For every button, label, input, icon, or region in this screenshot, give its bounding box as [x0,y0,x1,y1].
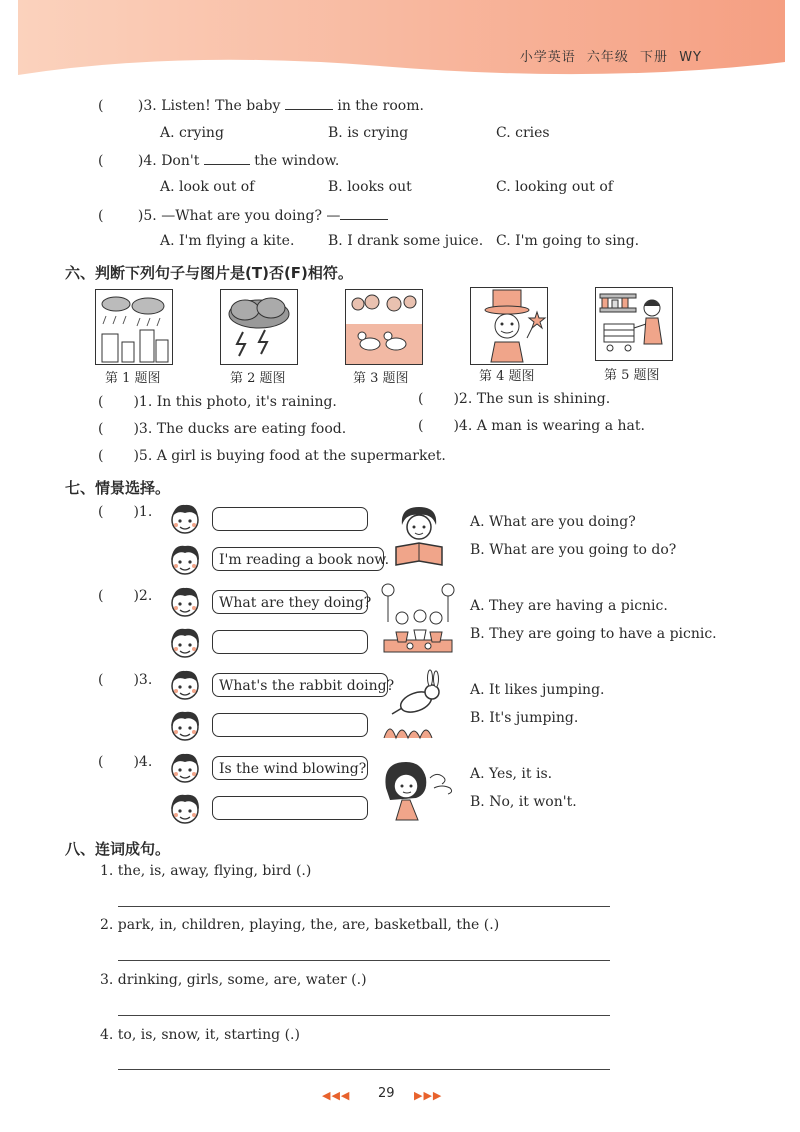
item-number: )2. [133,588,153,604]
girl-face-icon [165,708,205,744]
dialogue-number [98,672,152,688]
question-row [98,97,424,114]
speech-bubble-bottom: I'm reading a book now. [212,547,384,571]
rabbit-jumping-picture [380,668,456,740]
option-a[interactable]: A. look out of [160,179,255,195]
option-b[interactable]: B. What are you going to do? [470,542,677,558]
answer-line[interactable] [118,1015,610,1016]
caption-1: 第 1 题图 [105,371,161,386]
answer-paren[interactable]: ( [98,394,104,410]
option-b[interactable]: B. They are going to have a picnic. [470,626,717,642]
boy-face-icon [165,584,205,620]
option-b[interactable]: B. looks out [328,179,412,195]
question-row [98,152,339,169]
option-a[interactable]: A. It likes jumping. [470,682,605,698]
section-6-title: 六、判断下列句子与图片是(T)否(F)相符。 [65,264,353,282]
dialogue-number [98,754,152,770]
caption-3: 第 3 题图 [353,371,409,386]
boy-face-icon [165,501,205,537]
answer-paren[interactable]: ( [98,672,104,688]
header-volume: 下册 [640,50,669,65]
girl-face-icon [165,791,205,827]
header-band [0,0,800,80]
word-order-prompt: 4. to, is, snow, it, starting (.) [100,1027,300,1043]
option-a[interactable]: A. They are having a picnic. [470,598,668,614]
right-arrows-icon: ▶▶▶ [414,1089,443,1102]
statement-text: )5. A girl is buying food at the supermarket. [133,448,446,464]
statement-text: )1. In this photo, it's raining. [133,394,337,410]
header-grade: 六年级 [586,50,629,65]
fill-blank[interactable] [204,152,250,165]
statement-row [98,421,346,437]
answer-paren[interactable]: ( [98,421,104,437]
answer-paren[interactable]: ( [98,504,104,520]
question-stem: )4. Don't [137,153,200,169]
header-title [520,46,702,65]
option-a[interactable]: A. What are you doing? [470,514,636,530]
header-book: 小学英语 [519,50,576,65]
word-order-prompt: 1. the, is, away, flying, bird (.) [100,863,312,879]
answer-line[interactable] [118,1069,610,1070]
answer-paren[interactable]: ( [98,153,104,169]
option-a[interactable]: A. crying [160,125,224,141]
caption-4: 第 4 题图 [479,369,535,384]
option-b[interactable]: B. I drank some juice. [328,233,484,249]
boy-face-icon [165,750,205,786]
option-b[interactable]: B. is crying [328,125,409,141]
answer-paren[interactable]: ( [98,588,104,604]
statement-text: )2. The sun is shining. [453,391,611,407]
question-row [98,207,388,224]
answer-paren[interactable]: ( [418,418,424,434]
statement-text: )3. The ducks are eating food. [133,421,347,437]
caption-5: 第 5 题图 [604,368,660,383]
question-stem: )5. —What are you doing? — [137,208,341,224]
answer-paren[interactable]: ( [98,208,104,224]
statement-row [418,418,645,434]
boy-face-icon [165,667,205,703]
dialogue-number [98,588,152,604]
item-number: )4. [133,754,153,770]
fill-blank[interactable] [285,97,333,110]
picture-ducks [345,289,423,365]
header-edition: WY [679,50,702,65]
speech-bubble-top: What are they doing? [212,590,368,614]
option-a[interactable]: A. Yes, it is. [470,766,553,782]
option-b[interactable]: B. No, it won't. [470,794,577,810]
speech-bubble-bottom[interactable] [212,713,368,737]
picture-man-hat [470,287,548,365]
section-8-title: 八、连词成句。 [65,840,171,858]
left-arrows-icon: ◀◀◀ [322,1089,351,1102]
option-c[interactable]: C. I'm going to sing. [496,233,640,249]
word-order-prompt: 2. park, in, children, playing, the, are, basketball, the (.) [100,917,500,933]
answer-line[interactable] [118,906,610,907]
word-order-prompt: 3. drinking, girls, some, are, water (.) [100,972,367,988]
answer-paren[interactable]: ( [98,448,104,464]
question-stem-end: in the room. [337,98,424,114]
girl-reading-icon [392,503,446,571]
section-7-title: 七、情景选择。 [65,479,171,497]
statement-text: )4. A man is wearing a hat. [453,418,645,434]
speech-bubble-bottom[interactable] [212,630,368,654]
statement-row [418,391,610,407]
answer-paren[interactable]: ( [418,391,424,407]
girl-wind-picture [372,758,458,822]
option-a[interactable]: A. I'm flying a kite. [160,233,295,249]
speech-bubble-bottom[interactable] [212,796,368,820]
speech-bubble-top: What's the rabbit doing? [212,673,388,697]
statement-row [98,448,446,464]
answer-paren[interactable]: ( [98,754,104,770]
option-b[interactable]: B. It's jumping. [470,710,579,726]
speech-bubble-top[interactable] [212,507,368,531]
picnic-picture [380,582,456,656]
picture-rain-city [95,289,173,365]
answer-line[interactable] [118,960,610,961]
fill-blank[interactable] [340,207,388,220]
girl-face-icon [165,625,205,661]
item-number: )3. [133,672,153,688]
girl-face-icon [165,542,205,578]
answer-paren[interactable]: ( [98,98,104,114]
item-number: )1. [133,504,153,520]
picture-thunderstorm [220,289,298,365]
dialogue-number [98,504,152,520]
option-c[interactable]: C. looking out of [496,179,613,195]
picture-supermarket [595,287,673,361]
caption-2: 第 2 题图 [230,371,286,386]
question-stem-end: the window. [254,153,340,169]
question-stem: )3. Listen! The baby [137,98,281,114]
statement-row [98,394,337,410]
page-number: 29 [378,1086,395,1101]
option-c[interactable]: C. cries [496,125,550,141]
speech-bubble-top: Is the wind blowing? [212,756,368,780]
